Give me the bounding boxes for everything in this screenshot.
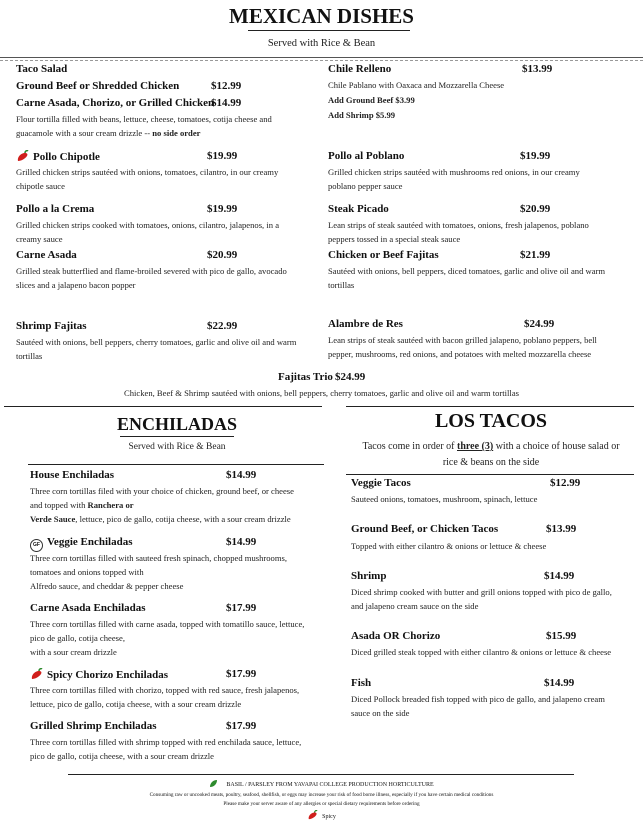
- veggie-tacos-name: Veggie Tacos: [351, 477, 411, 489]
- sauce-option: Verde Sauce: [30, 514, 76, 524]
- shrimp-tacos-desc: [351, 585, 641, 613]
- chorizo-enchiladas-desc: [30, 683, 325, 711]
- pollo-crema-name: Pollo a la Crema: [16, 203, 95, 215]
- desc-line: peppers tossed in a special steak sauce: [328, 234, 461, 244]
- veggie-tacos-desc: Sauteed onions, tomatoes, mushroom, spinach, lettuce: [351, 494, 538, 504]
- title-underline: [248, 30, 410, 31]
- ground-tacos-price: $13.99: [546, 523, 577, 535]
- pollo-chipotle-price: $19.99: [207, 150, 238, 162]
- carne-enchiladas-price: $17.99: [226, 602, 257, 614]
- desc-line: tomatoes and onions topped with: [30, 567, 144, 577]
- enchiladas-subtitle: Served with Rice & Bean: [128, 442, 226, 452]
- pollo-crema-price: $19.99: [207, 203, 238, 215]
- pollo-crema-desc: [16, 218, 316, 246]
- house-enchiladas-desc: [30, 484, 325, 526]
- pollo-poblano-desc: [328, 165, 633, 193]
- desc-text: and topped with: [30, 500, 86, 510]
- desc-line: Lean strips of steak sautéed with bacon grilled jalapeno, poblano peppers, bell: [328, 335, 597, 345]
- tacos-top-rule: [346, 406, 634, 407]
- fish-tacos-desc: [351, 692, 641, 720]
- veggie-enchiladas-price: $14.99: [226, 536, 257, 548]
- shrimp-tacos-price: $14.99: [544, 570, 575, 582]
- chile-relleno-price: $13.99: [522, 63, 553, 75]
- taco-salad-option-1-price: $12.99: [211, 80, 242, 92]
- footer-warning-1: Consuming raw or uncooked meats, poultry, seafood, shellfish, or eggs may increase your risk of food borne illness, especially if you have certain medical conditions: [149, 792, 494, 798]
- fajitas-trio-price: $24.99: [335, 371, 366, 383]
- footer-warning-2: Please make your server aware of any allergies or special dietary requirements before ordering: [223, 801, 420, 807]
- taco-salad-name: Taco Salad: [16, 63, 68, 75]
- alambre-name: Alambre de Res: [328, 318, 403, 330]
- veggie-enchiladas-desc: [30, 551, 325, 593]
- asada-tacos-name: Asada OR Chorizo: [351, 630, 441, 642]
- desc-line: Grilled chicken strips sautéed with onions, tomatoes, cilantro, in our creamy: [16, 167, 279, 177]
- footer-spicy-legend: [0, 810, 643, 822]
- veggie-enchiladas-name: [30, 536, 132, 552]
- carne-asada-desc: [16, 264, 316, 292]
- desc-line: Diced Pollock breaded fish topped with pico de gallo, and jalapeno cream: [351, 694, 605, 704]
- chorizo-enchiladas-name: [30, 668, 168, 683]
- steak-picado-price: $20.99: [520, 203, 551, 215]
- footer-basil: [0, 779, 643, 790]
- chili-pepper-icon: [30, 668, 43, 683]
- enchiladas-title: ENCHILADAS: [116, 414, 238, 434]
- desc-line: Grilled steak butterflied and flame-broiled severed with pico de gallo, avocado: [16, 266, 287, 276]
- chorizo-enchiladas-label: Spicy Chorizo Enchiladas: [47, 669, 169, 681]
- enchiladas-sub-rule: [28, 464, 324, 465]
- chile-relleno-desc: Chile Pablano with Oaxaca and Mozzarella Cheese: [328, 80, 505, 90]
- asada-tacos-price: $15.99: [546, 630, 577, 642]
- shrimp-fajitas-desc: [16, 335, 316, 363]
- veggie-tacos-price: $12.99: [550, 477, 581, 489]
- desc-line: Three corn tortillas filled with carne asada, topped with tomatillo sauce, lettuce,: [30, 619, 305, 629]
- sauce-option: Ranchera or: [87, 500, 134, 510]
- desc-line: Diced shrimp cooked with butter and grill onions topped with pico de gallo,: [351, 587, 612, 597]
- chili-pepper-icon: [16, 150, 29, 165]
- desc-line: pico de gallo, cotija cheese,: [30, 633, 125, 643]
- desc-line: [30, 498, 325, 512]
- enchiladas-title-underline: [120, 436, 234, 437]
- ground-tacos-name: Ground Beef, or Chicken Tacos: [351, 523, 499, 535]
- fajitas-trio-name: Fajitas Trio: [278, 371, 333, 383]
- alambre-price: $24.99: [524, 318, 555, 330]
- shrimp-enchiladas-desc: [30, 735, 325, 763]
- carne-asada-name: Carne Asada: [16, 249, 77, 261]
- taco-salad-desc-line2: [16, 126, 316, 140]
- desc-line: creamy sauce: [16, 234, 63, 244]
- pollo-chipotle-label: Pollo Chipotle: [33, 151, 100, 163]
- taco-salad-desc: [16, 112, 316, 140]
- desc-line: Three corn tortillas filed with your choice of chicken, ground beef, or cheese: [30, 486, 294, 496]
- desc-line: tortillas: [328, 280, 355, 290]
- desc-line: Alfredo sauce, and cheddar & pepper cheese: [30, 581, 184, 591]
- asada-tacos-desc: Diced grilled steak topped with either cilantro & onions or lettuce & cheese: [351, 647, 612, 657]
- taco-salad-desc-line1: Flour tortilla filled with beans, lettuce, cheese, tomatoes, cotija cheese and: [16, 114, 272, 124]
- desc-line: Lean strips of steak sautéed with tomatoes, onions, fresh jalapenos, poblano: [328, 220, 589, 230]
- chorizo-enchiladas-price: $17.99: [226, 668, 257, 680]
- chile-relleno-add-shrimp: Add Shrimp $5.99: [328, 110, 396, 120]
- desc-line: slices and a jalapeno bacon popper: [16, 280, 136, 290]
- fajitas-price: $21.99: [520, 249, 551, 261]
- pollo-poblano-name: Pollo al Poblano: [328, 150, 405, 162]
- tacos-title: LOS TACOS: [434, 410, 548, 432]
- chile-relleno-add-beef: Add Ground Beef $3.99: [328, 95, 415, 105]
- desc-line: Three corn tortillas filled with chorizo, topped with red sauce, fresh jalapenos,: [30, 685, 300, 695]
- taco-salad-desc-line2-text: guacamole with a sour cream drizzle --: [16, 128, 151, 138]
- gluten-free-icon: GF: [30, 539, 43, 552]
- taco-salad-option-1: Ground Beef or Shredded Chicken: [16, 80, 180, 92]
- desc-line: lettuce, pico de gallo, cotija cheese, with a sour cream drizzle: [30, 699, 242, 709]
- tacos-intro-line1: [346, 439, 636, 455]
- desc-text: , lettuce, pico de gallo, cotija cheese, with a sour cream drizzle: [75, 514, 291, 524]
- carne-enchiladas-name: Carne Asada Enchiladas: [30, 602, 146, 614]
- shrimp-fajitas-name: Shrimp Fajitas: [16, 320, 87, 332]
- shrimp-enchiladas-name: Grilled Shrimp Enchiladas: [30, 720, 157, 732]
- page-subtitle: Served with Rice & Bean: [267, 38, 376, 49]
- desc-line: Grilled chicken strips sautéed with mushrooms red onions, in our creamy: [328, 167, 580, 177]
- desc-line: Three corn tortillas filled with shrimp topped with red enchilada sauce, lettuce,: [30, 737, 302, 747]
- steak-picado-desc: [328, 218, 633, 246]
- ground-tacos-desc: Topped with either cilantro & onions or lettuce & cheese: [351, 541, 547, 551]
- tacos-sub-rule: [346, 474, 634, 475]
- intro-text: Tacos come in order of: [362, 441, 455, 452]
- pollo-chipotle-name: [16, 150, 100, 165]
- desc-line: Grilled chicken strips cooked with tomatoes, onions, cilantro, jalapenos, in a: [16, 220, 280, 230]
- taco-salad-note: no side order: [152, 128, 201, 138]
- fish-tacos-price: $14.99: [544, 677, 575, 689]
- desc-line: Three corn tortillas filled with sauteed fresh spinach, chopped mushrooms,: [30, 553, 288, 563]
- house-enchiladas-name: House Enchiladas: [30, 469, 115, 481]
- footer-rule: [68, 774, 574, 775]
- desc-line: Sautéed with onions, bell peppers, cherry tomatoes, garlic and olive oil and warm: [16, 337, 297, 347]
- leaf-icon: [209, 779, 218, 790]
- steak-picado-name: Steak Picado: [328, 203, 389, 215]
- footer-spicy-label: Spicy: [322, 814, 336, 820]
- chile-relleno-name: Chile Relleno: [328, 63, 392, 75]
- fajitas-name: Chicken or Beef Fajitas: [328, 249, 439, 261]
- top-divider-dash: [0, 60, 643, 61]
- page-title: MEXICAN DISHES: [229, 4, 414, 28]
- alambre-desc: [328, 333, 638, 361]
- tacos-intro-line2: rice & beans on the side: [442, 457, 540, 468]
- desc-line: chipotle sauce: [16, 181, 65, 191]
- veggie-enchiladas-label: Veggie Enchiladas: [47, 536, 133, 548]
- desc-line: pico de gallo, cotija cheese, with a sour cream drizzle: [30, 751, 214, 761]
- carne-asada-price: $20.99: [207, 249, 238, 261]
- pollo-chipotle-desc: [16, 165, 316, 193]
- intro-count: three (3): [457, 441, 494, 452]
- desc-line: and jalapeno cream sauce on the side: [351, 601, 479, 611]
- fish-tacos-name: Fish: [351, 677, 372, 689]
- desc-line: [30, 512, 325, 526]
- chili-pepper-icon: [307, 810, 318, 822]
- intro-text: with a choice of house salad or: [495, 441, 620, 452]
- desc-line: poblano pepper sauce: [328, 181, 403, 191]
- shrimp-enchiladas-price: $17.99: [226, 720, 257, 732]
- desc-line: pepper, mushrooms, red onions, and potatoes with melted mozzarella cheese: [328, 349, 592, 359]
- carne-enchiladas-desc: [30, 617, 325, 659]
- fajitas-trio-desc: Chicken, Beef & Shrimp sautéed with onions, bell peppers, cherry tomatoes, garlic and olive oil and warm tortillas: [124, 388, 519, 398]
- tacos-intro: [346, 439, 636, 471]
- enchiladas-top-rule: [4, 406, 322, 407]
- taco-salad-option-2: Carne Asada, Chorizo, or Grilled Chicken: [16, 97, 215, 109]
- desc-line: Sautéed with onions, bell peppers, diced tomatoes, garlic and olive oil and warm: [328, 266, 606, 276]
- house-enchiladas-price: $14.99: [226, 469, 257, 481]
- desc-line: sauce on the side: [351, 708, 410, 718]
- footer-basil-text: BASIL / PARSLEY FROM YAVAPAI COLLEGE PRODUCTION HORTICULTURE: [226, 782, 434, 788]
- desc-line: with a sour cream drizzle: [30, 647, 117, 657]
- pollo-poblano-price: $19.99: [520, 150, 551, 162]
- fajitas-desc: [328, 264, 638, 292]
- taco-salad-option-2-price: $14.99: [211, 97, 242, 109]
- top-divider: [0, 57, 643, 58]
- shrimp-tacos-name: Shrimp: [351, 570, 387, 582]
- shrimp-fajitas-price: $22.99: [207, 320, 238, 332]
- desc-line: tortillas: [16, 351, 43, 361]
